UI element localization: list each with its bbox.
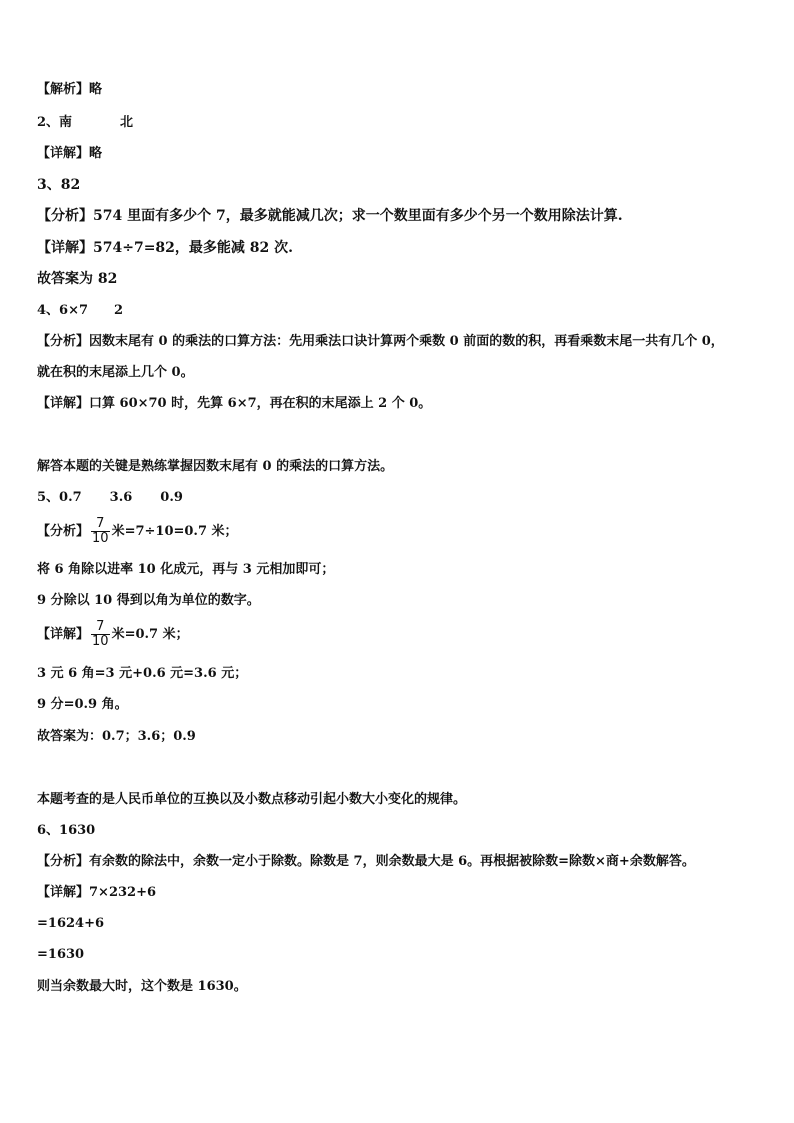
detail-line: 9 分=0.9 角。 <box>37 697 128 712</box>
key-point-line: 解答本题的关键是熟练掌握因数末尾有 0 的乘法的口算方法。 <box>37 459 394 474</box>
detail-label: 【详解】 <box>37 627 90 642</box>
analysis-line-cont: 就在积的末尾添上几个 0。 <box>37 365 194 380</box>
fraction-numerator: 7 <box>96 619 105 634</box>
calc-step: =1630 <box>37 947 85 962</box>
analysis-line: 9 分除以 10 得到以角为单位的数字。 <box>37 593 260 608</box>
answer-2-part1: 2、南 <box>37 115 73 130</box>
answer-5-part2: 3.6 <box>109 490 133 505</box>
detail-line: 【详解】574÷7=82，最多能减 82 次. <box>37 240 294 256</box>
fraction-numerator: 7 <box>96 516 105 531</box>
answer-4 <box>37 303 123 319</box>
detail-line: 【详解】略 <box>37 146 103 161</box>
analysis-text: 米=7÷10=0.7 米； <box>111 524 238 539</box>
analysis-line: 【分析】574 里面有多少个 7，最多就能减几次；求一个数里面有多少个另一个数用除法计算. <box>37 208 623 224</box>
detail-text: 米=0.7 米； <box>111 627 189 642</box>
answer-2-part2: 北 <box>120 115 134 130</box>
fraction-denominator: 10 <box>92 634 109 649</box>
answer-4-part1: 4、6×7 <box>37 303 89 318</box>
answer-2 <box>37 115 133 131</box>
detail-line: 【详解】口算 60×70 时，先算 6×7，再在积的末尾添上 2 个 0。 <box>37 396 432 411</box>
answer-5-part3: 0.9 <box>160 490 183 505</box>
answer-5 <box>37 490 183 506</box>
fraction <box>91 620 110 649</box>
analysis-line: 【解析】略 <box>37 82 103 97</box>
analysis-line <box>37 517 238 546</box>
calc-step: =1624+6 <box>37 916 105 931</box>
answer-3: 3、82 <box>37 177 81 193</box>
analysis-line: 【分析】有余数的除法中，余数一定小于除数。除数是 7，则余数最大是 6。再根据被除数=除数×商+余数解答。 <box>37 854 695 869</box>
analysis-line: 将 6 角除以进率 10 化成元，再与 3 元相加即可； <box>37 562 335 577</box>
answer-6: 6、1630 <box>37 823 96 838</box>
conclusion-line: 故答案为 82 <box>37 271 118 287</box>
conclusion-line: 则当余数最大时，这个数是 1630。 <box>37 979 247 994</box>
detail-line: 3 元 6 角=3 元+0.6 元=3.6 元； <box>37 666 248 681</box>
answer-5-part1: 5、0.7 <box>37 490 82 505</box>
analysis-line: 【分析】因数末尾有 0 的乘法的口算方法：先用乘法口诀计算两个乘数 0 前面的数的积，再看乘数末尾一共有几个 0， <box>37 334 724 349</box>
fraction-denominator: 10 <box>92 531 109 546</box>
detail-line <box>37 620 189 649</box>
fraction <box>91 517 110 546</box>
key-point-line: 本题考查的是人民币单位的互换以及小数点移动引起小数大小变化的规律。 <box>37 792 467 807</box>
detail-line: 【详解】7×232+6 <box>37 885 157 900</box>
answer-4-part2: 2 <box>114 303 124 318</box>
conclusion-line: 故答案为：0.7；3.6；0.9 <box>37 729 196 744</box>
analysis-label: 【分析】 <box>37 524 90 539</box>
